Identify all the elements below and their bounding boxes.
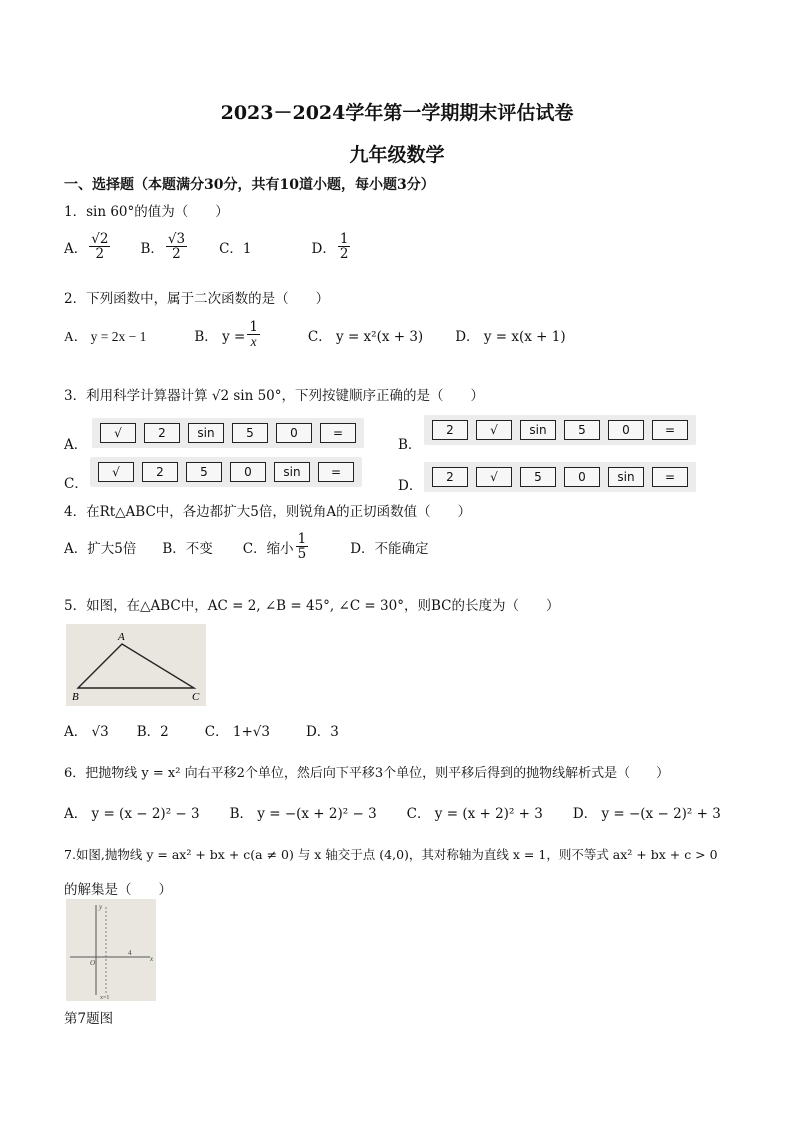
q2-stem: 2．下列函数中，属于二次函数的是（ ） <box>64 291 330 307</box>
key-2: 2 <box>142 462 178 482</box>
key-0: 0 <box>564 467 600 487</box>
q1-b-num: √3 <box>167 231 186 247</box>
exam-subtitle: 九年级数学 <box>349 144 445 166</box>
key-equals: = <box>652 467 688 487</box>
q3-stem: 3．利用科学计算器计算 √2 sin 50°，下列按键顺序正确的是（ ） <box>64 388 485 404</box>
triangle-figure <box>66 624 206 706</box>
origin-label: O <box>90 959 96 967</box>
q1-option-b-fraction <box>166 232 187 261</box>
key-sin: sin <box>520 420 556 440</box>
q7-figure-caption: 第7题图 <box>64 1011 114 1027</box>
q4-stem: 4．在Rt△ABC中，各边都扩大5倍，则锐角A的正切函数值（ ） <box>64 504 472 520</box>
q2-b-num: 1 <box>249 319 258 335</box>
q4-option-c-label: C．缩小 <box>242 540 294 557</box>
q4-option-a: A．扩大5倍 <box>64 540 137 557</box>
key-5: 5 <box>232 423 268 443</box>
q1-stem: 1．sin 60°的值为（ ） <box>64 204 229 220</box>
parabola-figure <box>66 899 156 1001</box>
y-axis-label: y <box>99 903 103 911</box>
key-sqrt: √ <box>98 462 134 482</box>
q2-option-d: D． y = x(x + 1) <box>455 328 566 345</box>
q3-option-d-keys <box>424 462 696 492</box>
q5-option-d: D．3 <box>305 724 339 740</box>
q1-d-den: 2 <box>339 246 349 263</box>
point-4-label: 4 <box>128 949 132 957</box>
q4-c-den: 5 <box>297 546 307 563</box>
q5-option-b: B．2 <box>136 724 169 740</box>
q4-option-b: B．不变 <box>162 540 213 557</box>
q1-option-a-fraction <box>89 232 110 261</box>
key-2: 2 <box>144 423 180 443</box>
q3-option-b-keys <box>424 415 696 445</box>
key-sqrt: √ <box>476 467 512 487</box>
q3-option-d-label: D． <box>398 478 423 494</box>
q6-stem: 6．把抛物线 y = x² 向右平移2个单位，然后向下平移3个单位，则平移后得到的抛物线解析式是（ ） <box>64 766 670 781</box>
q7-stem-continued: 的解集是（ ） <box>64 882 172 898</box>
q3-option-b-label: B． <box>398 437 422 453</box>
q5-option-a: A． √3 <box>64 724 109 740</box>
q4-c-num: 1 <box>297 531 307 547</box>
q2-option-a: A． y = 2x − 1 <box>64 328 147 344</box>
q6-option-d: D． y = −(x − 2)² + 3 <box>572 806 721 822</box>
key-sin: sin <box>608 467 644 487</box>
key-0: 0 <box>608 420 644 440</box>
q1-a-num: √2 <box>91 231 109 247</box>
q1-option-d-fraction <box>338 232 351 261</box>
q1-d-num: 1 <box>339 231 349 247</box>
q7-stem: 7.如图,抛物线 y = ax² + bx + c(a ≠ 0) 与 x 轴交于点 (4,0)，其对称轴为直线 x = 1，则不等式 ax² + bx + c > 0 <box>64 847 718 862</box>
key-sqrt: √ <box>476 420 512 440</box>
q4-option-d: D．不能确定 <box>350 540 429 557</box>
key-equals: = <box>320 423 356 443</box>
key-equals: = <box>318 462 354 482</box>
section-heading: 一、选择题（本题满分30分，共有10道小题，每小题3分） <box>64 177 435 193</box>
q6-options <box>64 802 721 822</box>
q6-option-b: B． y = −(x + 2)² − 3 <box>229 806 377 822</box>
key-0: 0 <box>276 423 312 443</box>
q2-option-c: C． y = x²(x + 3) <box>307 328 424 345</box>
key-equals: = <box>652 420 688 440</box>
vertex-a-label: A <box>118 631 125 643</box>
q3-option-c-label: C． <box>64 476 88 492</box>
triangle-svg <box>66 624 206 706</box>
key-sqrt: √ <box>100 423 136 443</box>
q2-option-b-fraction <box>247 320 260 349</box>
q2-b-den: x <box>250 334 257 350</box>
q1-a-den: 2 <box>95 246 105 263</box>
x-axis-label: x <box>150 955 154 963</box>
parabola-svg <box>66 899 156 1001</box>
q5-options <box>64 720 339 740</box>
key-0: 0 <box>230 462 266 482</box>
q5-stem: 5．如图，在△ABC中，AC = 2, ∠B = 45°, ∠C = 30°，则BC的长度为（ ） <box>64 598 560 614</box>
q1-option-a-label: A． <box>64 240 88 257</box>
vertex-c-label: C <box>192 691 200 703</box>
q6-option-a: A． y = (x − 2)² − 3 <box>64 806 200 822</box>
key-2: 2 <box>432 420 468 440</box>
exam-title: 2023－2024学年第一学期期末评估试卷 <box>220 102 574 124</box>
q2-options <box>64 320 566 349</box>
q1-option-c: C．1 <box>219 240 252 257</box>
vertex-b-label: B <box>72 691 79 703</box>
key-5: 5 <box>186 462 222 482</box>
q6-option-c: C． y = (x + 2)² + 3 <box>406 806 543 822</box>
q1-option-b-label: B． <box>140 240 164 257</box>
q3-option-a-keys <box>92 418 364 448</box>
key-2: 2 <box>432 467 468 487</box>
triangle-abc <box>78 644 194 688</box>
q4-options <box>64 532 429 561</box>
key-sin: sin <box>274 462 310 482</box>
q1-option-d-label: D． <box>311 240 336 257</box>
q5-option-c: C． 1+√3 <box>204 724 270 740</box>
key-sin: sin <box>188 423 224 443</box>
q1-options <box>64 232 352 261</box>
q1-b-den: 2 <box>172 246 181 263</box>
key-5: 5 <box>564 420 600 440</box>
q4-option-c-fraction <box>296 532 309 561</box>
key-5: 5 <box>520 467 556 487</box>
q3-option-a-label: A． <box>64 437 88 453</box>
symmetry-axis-label: x=1 <box>100 995 110 1001</box>
q3-option-c-keys <box>90 457 362 487</box>
q2-option-b-label: B． y = <box>194 328 246 345</box>
